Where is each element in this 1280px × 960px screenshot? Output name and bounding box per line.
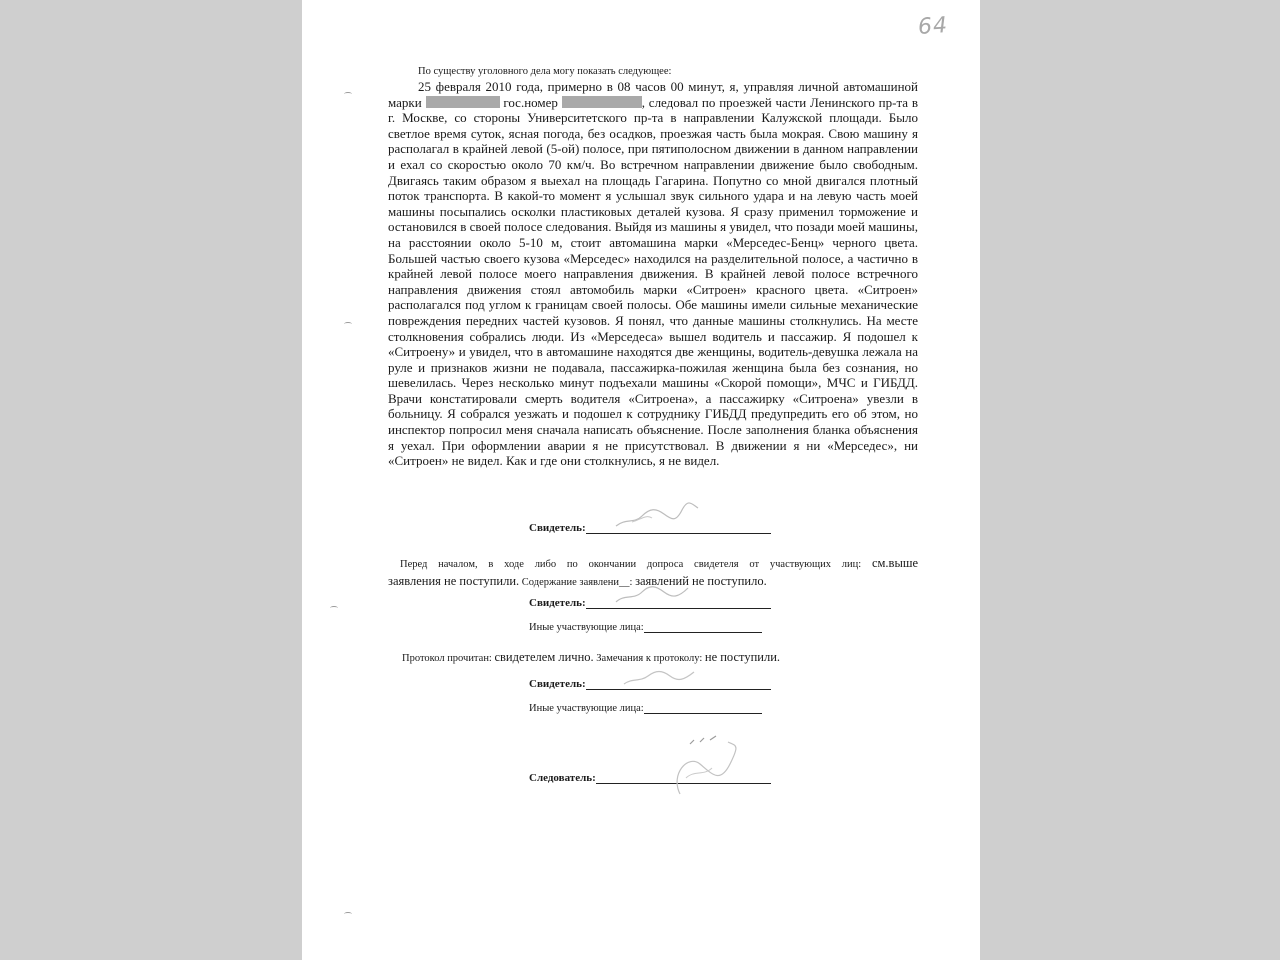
signature-line — [644, 703, 762, 714]
punch-mark — [344, 92, 352, 96]
filled-text: не поступили. — [704, 650, 781, 664]
testimony-text — [388, 79, 918, 469]
other-parties-label: Иные участвующие лица: — [529, 622, 644, 633]
witness-label: Свидетель: — [529, 678, 586, 690]
statements-line-1: Перед началом, в ходе либо по окончании допроса свидетеля от участвующих лиц: см.выше — [400, 556, 919, 570]
redacted-car-make — [426, 96, 500, 108]
statements-line-2: заявления не поступили. Содержание заявлени__: заявлений не поступило. — [388, 574, 767, 588]
investigator-label: Следователь: — [529, 772, 596, 784]
other-parties-label: Иные участвующие лица: — [529, 703, 644, 714]
signature-scribble — [620, 664, 700, 690]
signature-scribble — [612, 500, 702, 532]
testimony-paragraph — [388, 79, 918, 469]
testimony-part-c: , следовал по проезжей части Ленинского пр-та в г. Москве, со стороны Университетского пр-та в направлении Калужской площади. Было светлое время суток, ясная погода, без осадков, проезжая часть была мокрая. Свою машину я располагал в крайней левой (5-ой) полосе, при пятиполосном движении в данном направлении и ехал со скоростью около 70 км/ч. Во встречном направлении движение было свободным. Двигаясь таким образом я выехал на площадь Гагарина. Попутно со мной двигался плотный поток транспорта. В какой-то момент я услышал звук сильного удара и на левую часть моей машины посыпались осколки пластиковых деталей кузова. Я сразу применил торможение и остановился в своей полосе следования. Выйдя из машины я увидел, что позади моей машины, на расстоянии около 5-10 м, стоит автомашина марки «Мерседес-Бенц» черного цвета. Большей частью своего кузова «Мерседес» находился на разделительной полосе, а частично в крайней левой полосе моего направления движения. В крайней левой полосе встречного направления движения стоял автомобиль марки «Ситроен» красного цвета. «Ситроен» располагался под углом к границам своей полосы. Обе машины имели сильные механические повреждения передних частей кузовов. Я понял, что данные машины столкнулись. На месте столкновения собрались люди. Из «Мерседеса» вышел водитель и пассажир. Я подошел к «Ситроену» и увидел, что в автомашине находятся две женщины, водитель-девушка лежала на руле и признаков жизни не подавала, пассажирка-пожилая женщина была без сознания, но шевелилась. Через несколько минут подъехали машины «Скорой помощи», МЧС и ГИБДД. Врачи констатировали смерть водителя «Ситроена», а пассажирку «Ситроена» увезли в больницу. Я собрался уезжать и подошел к сотруднику ГИБДД предупредить его об этом, но инспектор попросил меня сначала написать объяснение. После заполнения бланка объяснения я уехал. При оформлении аварии я не присутствовал. В движении я ни «Мерседес», ни «Ситроен» не видел. Как и где они столкнулись, я не видел. — [388, 94, 919, 469]
punch-mark — [344, 912, 352, 916]
page-number: 64 — [917, 12, 949, 41]
redacted-plate-number — [562, 96, 642, 108]
filled-text: заявлений не поступило. — [635, 574, 767, 588]
filled-text: свидетелем лично. — [494, 650, 594, 664]
signature-line — [644, 622, 762, 633]
filled-text: заявления не поступили. — [388, 574, 520, 588]
signature-scribble — [612, 580, 692, 608]
punch-mark — [344, 322, 352, 326]
signature-scribble — [660, 734, 740, 800]
other-parties-row-1 — [529, 622, 762, 633]
protocol-line: Протокол прочитан: свидетелем лично. Замечания к протоколу: не поступили. — [402, 650, 781, 664]
filled-text: см.выше — [871, 556, 919, 570]
testimony-part-a: 25 февраля 2010 года, примерно в 08 часов 00 минут, я, управляя личной автомашиной марки — [388, 79, 918, 110]
intro-line: По существу уголовного дела могу показать следующее: — [418, 66, 672, 77]
testimony-part-b: гос.номер — [503, 94, 558, 110]
other-parties-row-2 — [529, 703, 762, 714]
witness-label: Свидетель: — [529, 522, 586, 534]
punch-mark — [330, 606, 338, 610]
witness-label: Свидетель: — [529, 597, 586, 609]
